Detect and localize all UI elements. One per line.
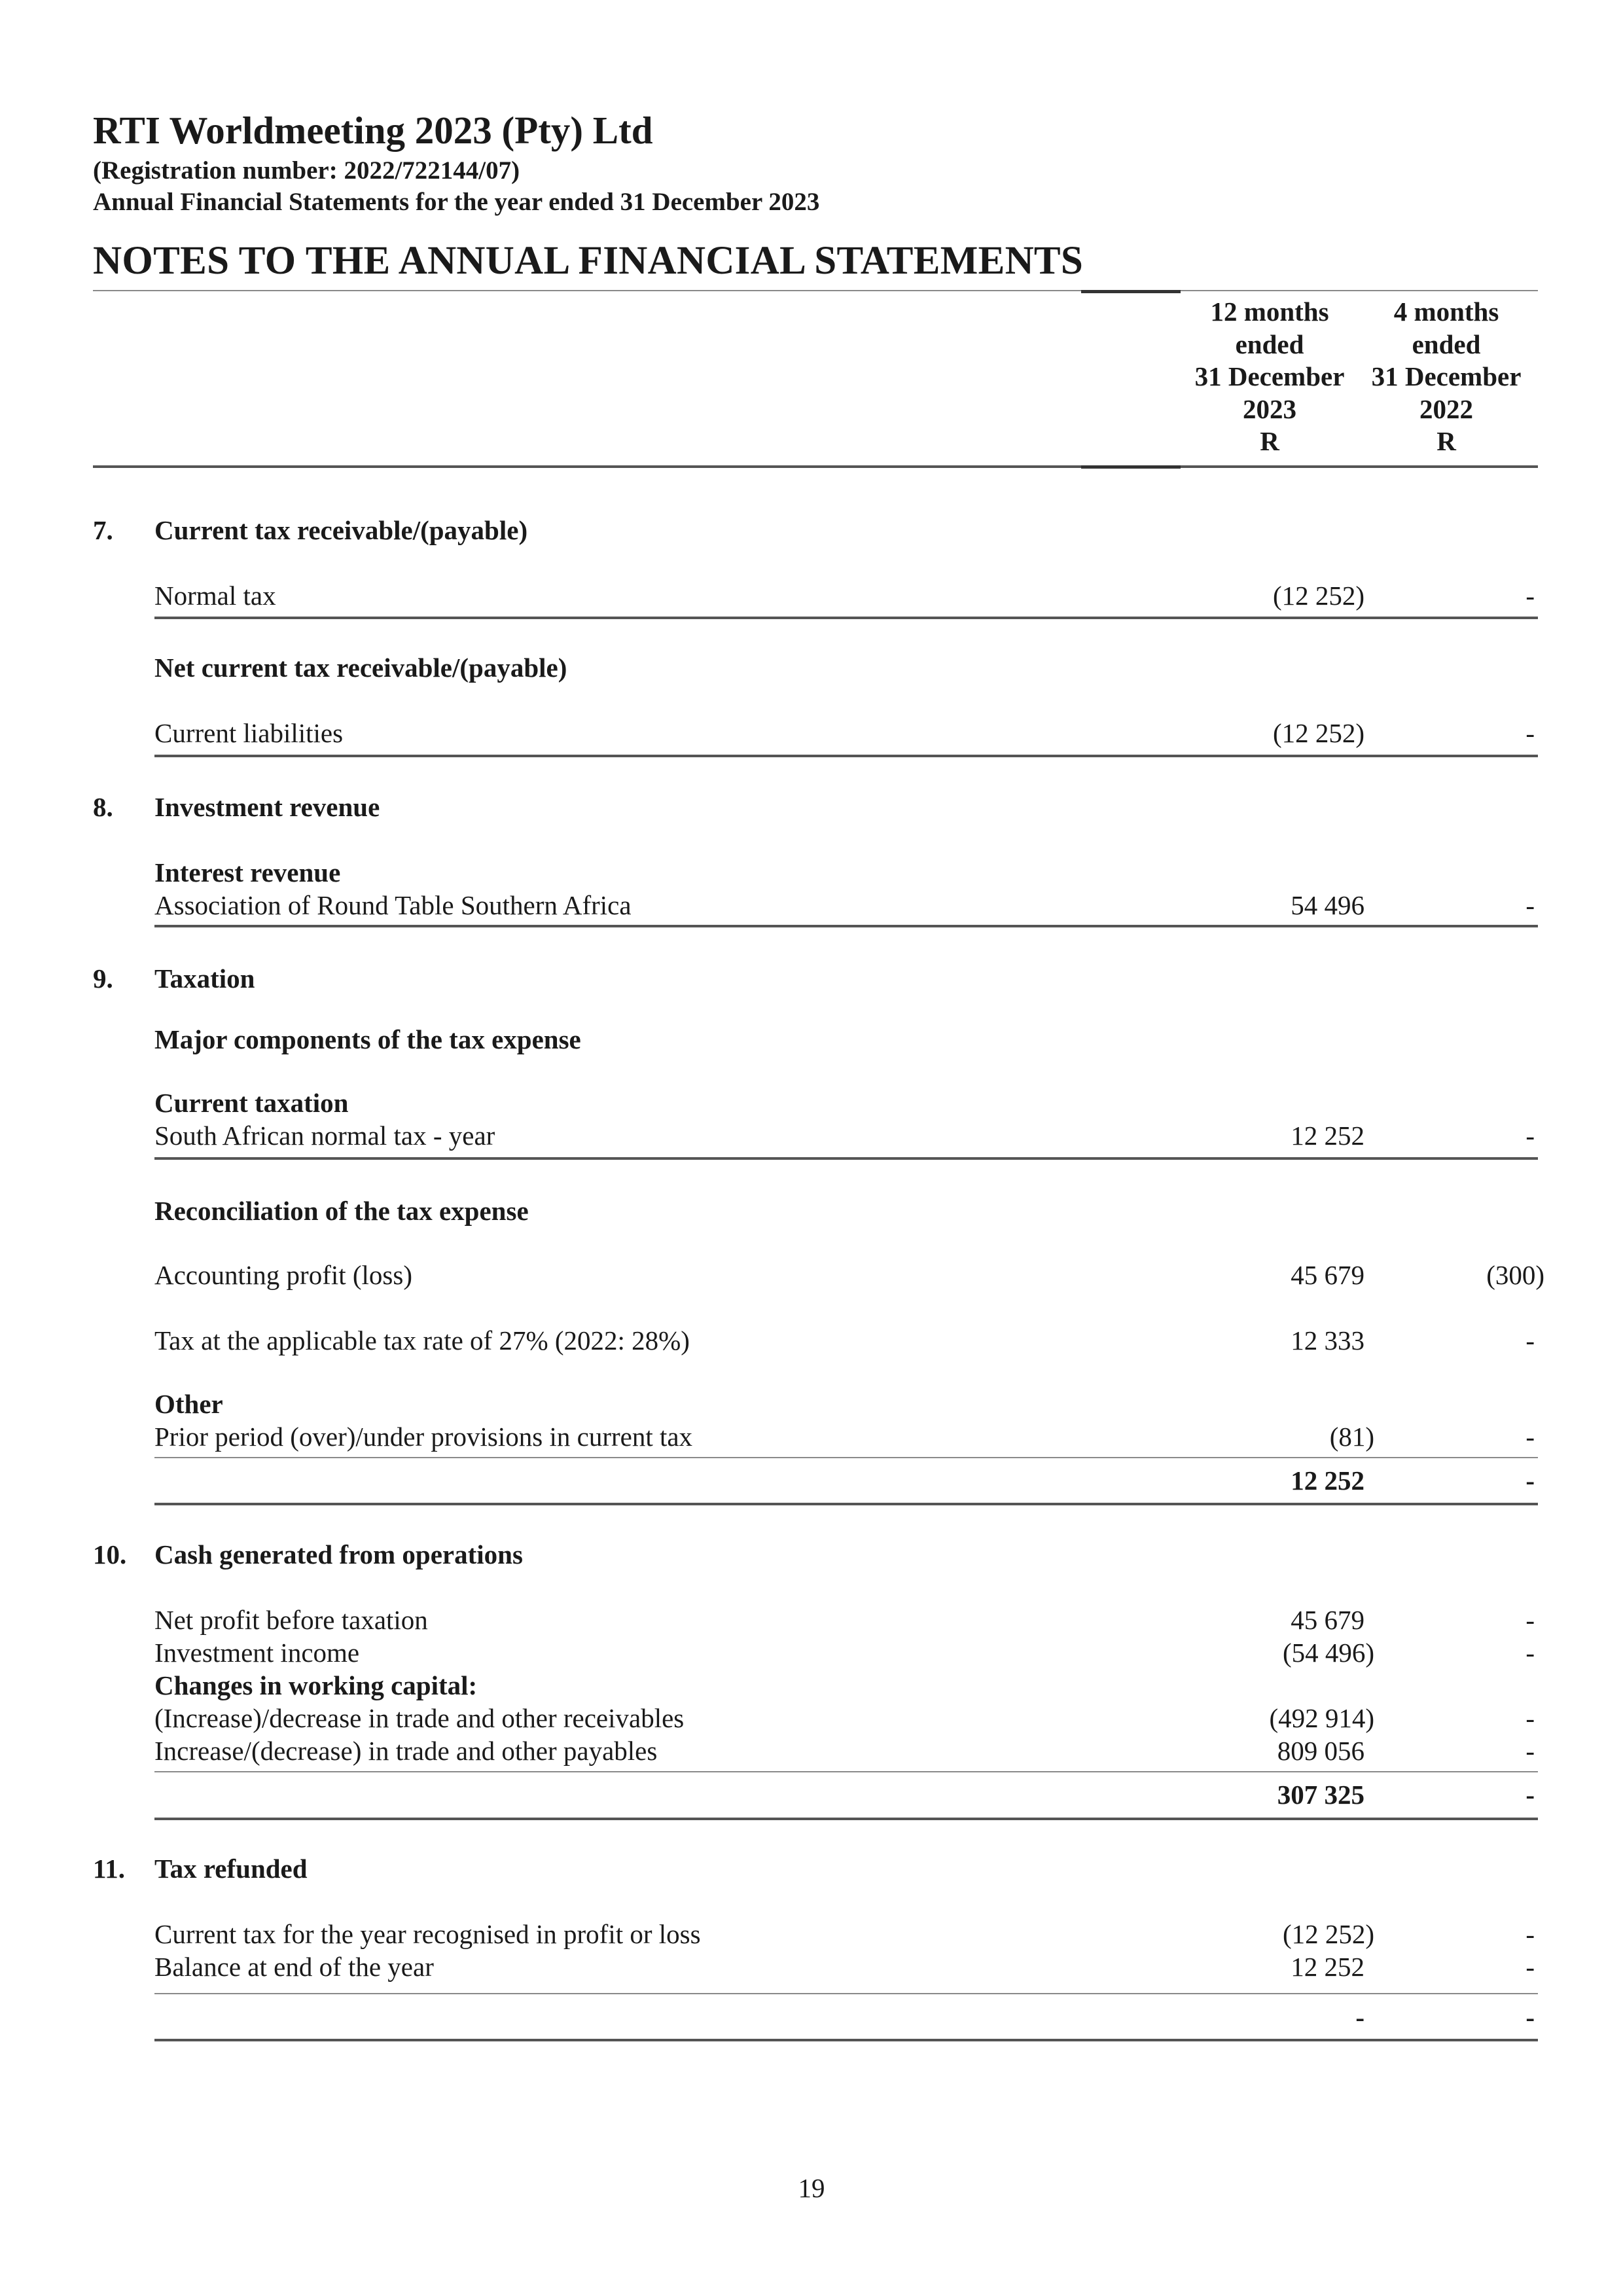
- note-title: Tax refunded: [154, 1854, 308, 1884]
- subtotal-rule: [154, 1457, 1538, 1458]
- registration-number: (Registration number: 2022/722144/07): [93, 156, 520, 185]
- note-number: 9.: [93, 963, 113, 994]
- section-title: NOTES TO THE ANNUAL FINANCIAL STATEMENTS: [93, 239, 1084, 283]
- value-2023: (12 252): [1282, 1919, 1374, 1949]
- total-2022: -: [1525, 1780, 1535, 1810]
- value-2022: -: [1525, 1605, 1535, 1635]
- header-rule: [93, 290, 1538, 291]
- note-number: 11.: [93, 1854, 125, 1884]
- total-2023: -: [1355, 2002, 1364, 2032]
- value-2023: (12 252): [1272, 581, 1364, 611]
- subheading: Reconciliation of the tax expense: [154, 1196, 529, 1226]
- total-2023: 12 252: [1291, 1465, 1364, 1496]
- row-label: Normal tax: [154, 581, 276, 611]
- note-title: Current tax receivable/(payable): [154, 515, 528, 545]
- company-name: RTI Worldmeeting 2023 (Pty) Ltd: [93, 109, 653, 152]
- total-2022: -: [1525, 2002, 1535, 2032]
- value-2022: -: [1525, 1952, 1535, 1982]
- total-2022: -: [1525, 1465, 1535, 1496]
- note-title: Investment revenue: [154, 792, 380, 822]
- value-2023: (12 252): [1272, 718, 1364, 748]
- note-number: 10.: [93, 1539, 127, 1570]
- value-2022: -: [1525, 1703, 1535, 1733]
- row-label: Net profit before taxation: [154, 1605, 428, 1635]
- row-label: Tax at the applicable tax rate of 27% (2022: 28%): [154, 1325, 690, 1355]
- total-rule: [154, 1818, 1538, 1820]
- row-label: Prior period (over)/under provisions in current tax: [154, 1422, 693, 1452]
- total-rule: [154, 2039, 1538, 2041]
- value-2022: -: [1525, 718, 1535, 748]
- value-2023: (54 496): [1282, 1638, 1374, 1668]
- note-title: Cash generated from operations: [154, 1539, 523, 1570]
- note-number: 8.: [93, 792, 113, 822]
- total-rule: [154, 925, 1538, 927]
- value-2023: (81): [1329, 1422, 1374, 1452]
- value-2023: 12 333: [1291, 1325, 1364, 1355]
- subtotal-rule: [154, 1771, 1538, 1772]
- page-number: 19: [798, 2173, 825, 2203]
- subtotal-rule: [154, 1993, 1538, 1994]
- subheading: Other: [154, 1389, 223, 1419]
- value-2023: 809 056: [1277, 1736, 1364, 1766]
- value-2023: 45 679: [1291, 1260, 1364, 1290]
- total-2023: 307 325: [1277, 1780, 1364, 1810]
- row-label: Investment income: [154, 1638, 360, 1668]
- subheading: Current taxation: [154, 1088, 349, 1118]
- value-2023: 54 496: [1291, 890, 1364, 920]
- subheading: Changes in working capital:: [154, 1670, 478, 1700]
- value-2023: 12 252: [1291, 1121, 1364, 1151]
- header-rule-accent: [1081, 290, 1181, 293]
- column-header-rule: [93, 465, 1538, 468]
- subheading: Major components of the tax expense: [154, 1024, 581, 1054]
- value-2023: 45 679: [1291, 1605, 1364, 1635]
- column-header-2023: 12 months ended 31 December 2023 R: [1194, 296, 1345, 456]
- value-2022: -: [1525, 1919, 1535, 1949]
- value-2022: -: [1525, 581, 1535, 611]
- column-header-2022: 4 months ended 31 December 2022 R: [1371, 296, 1522, 456]
- value-2023: (492 914): [1269, 1703, 1374, 1733]
- row-label: Current tax for the year recognised in profit or loss: [154, 1919, 701, 1949]
- row-label: Accounting profit (loss): [154, 1260, 412, 1290]
- subheading: Interest revenue: [154, 857, 341, 888]
- subheading: Net current tax receivable/(payable): [154, 653, 567, 683]
- value-2022: -: [1525, 1325, 1535, 1355]
- row-label: Current liabilities: [154, 718, 344, 748]
- value-2022: -: [1525, 1638, 1535, 1668]
- row-label: Balance at end of the year: [154, 1952, 434, 1982]
- row-label: South African normal tax - year: [154, 1121, 495, 1151]
- value-2022: -: [1525, 890, 1535, 920]
- row-label: Association of Round Table Southern Africa: [154, 890, 632, 920]
- row-label: (Increase)/decrease in trade and other receivables: [154, 1703, 685, 1733]
- value-2023: 12 252: [1291, 1952, 1364, 1982]
- total-rule: [154, 1157, 1538, 1160]
- note-number: 7.: [93, 515, 113, 545]
- value-2022: -: [1525, 1121, 1535, 1151]
- value-2022: -: [1525, 1422, 1535, 1452]
- total-rule: [154, 755, 1538, 757]
- note-title: Taxation: [154, 963, 255, 994]
- total-rule: [154, 1503, 1538, 1505]
- total-rule: [154, 617, 1538, 619]
- statement-title: Annual Financial Statements for the year ended 31 December 2023: [93, 188, 820, 216]
- value-2022: -: [1525, 1736, 1535, 1766]
- column-header-rule-accent: [1081, 465, 1181, 469]
- value-2022: (300): [1486, 1260, 1544, 1290]
- row-label: Increase/(decrease) in trade and other payables: [154, 1736, 658, 1766]
